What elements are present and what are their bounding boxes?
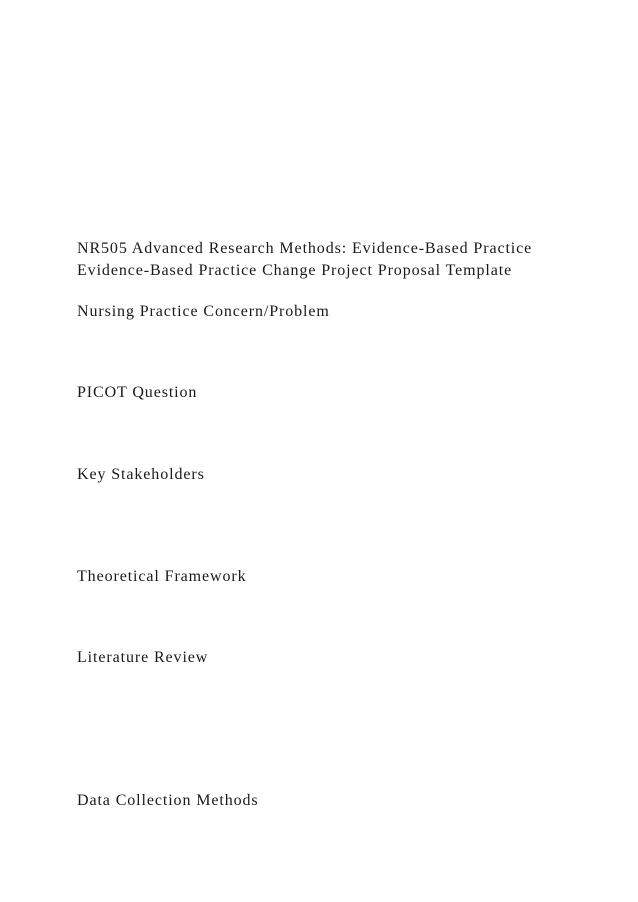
section-heading-picot-question: PICOT Question [77, 384, 198, 401]
course-title: NR505 Advanced Research Methods: Evidence-Based Practice [77, 240, 533, 257]
section-heading-data-collection-methods: Data Collection Methods [77, 792, 259, 809]
section-heading-theoretical-framework: Theoretical Framework [77, 568, 247, 585]
section-heading-practice-concern: Nursing Practice Concern/Problem [77, 303, 330, 320]
section-heading-key-stakeholders: Key Stakeholders [77, 466, 205, 483]
section-heading-literature-review: Literature Review [77, 649, 209, 666]
template-title: Evidence-Based Practice Change Project Proposal Template [77, 262, 513, 279]
